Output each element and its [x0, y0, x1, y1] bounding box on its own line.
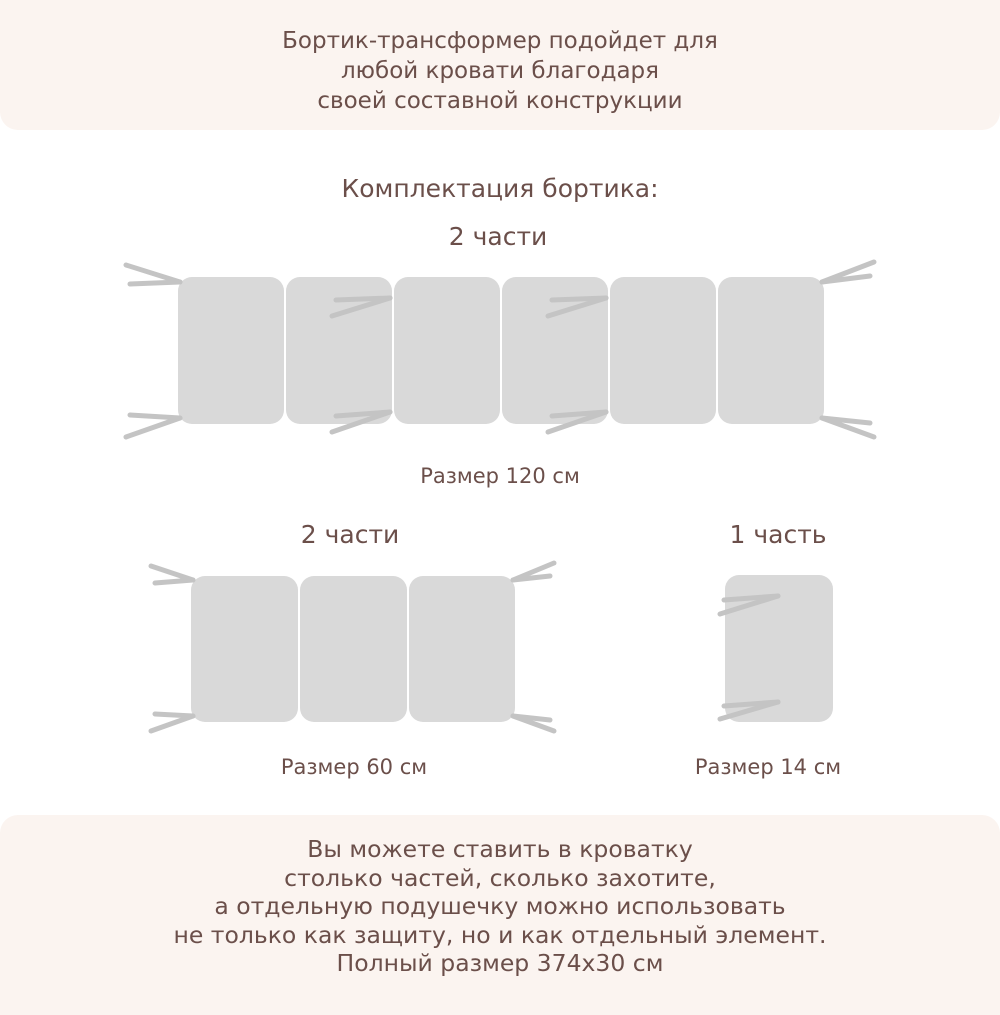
size-label-60: Размер 60 см: [280, 755, 428, 779]
bumper-panel: [409, 576, 515, 722]
bottom-banner-text: [0, 835, 1000, 978]
bumper-panel: [178, 277, 284, 424]
bottom-banner-line: столько частей, сколько захотите,: [284, 863, 716, 892]
top-banner-line: своей составной конструкции: [317, 88, 683, 114]
bottom-banner-line: Вы можете ставить в кроватку: [307, 835, 693, 863]
bottom-banner-line: Полный размер 374х30 см: [336, 949, 664, 977]
bumper-panel: [191, 576, 298, 722]
bumper-panel: [300, 576, 407, 722]
bumper-panel: [718, 277, 824, 424]
group-heading-14: 1 часть: [729, 520, 827, 549]
bumper-120: [126, 262, 874, 437]
bumper-14: [720, 575, 833, 722]
group-heading-120: 2 части: [448, 222, 548, 251]
group-heading-60: 2 части: [300, 520, 400, 549]
top-banner-line: Бортик-трансформер подойдет для: [282, 28, 718, 54]
bottom-banner-line: не только как защиту, но и как отдельный элемент.: [173, 920, 827, 949]
set-title: Комплектация бортика:: [341, 174, 659, 203]
size-label-120: Размер 120 см: [420, 464, 580, 488]
top-banner-line: любой кровати благодаря: [340, 58, 659, 84]
bottom-banner-line: а отдельную подушечку можно использовать: [214, 892, 786, 920]
bumper-panel: [610, 277, 716, 424]
bumper-panel: [394, 277, 500, 424]
bumper-60: [151, 563, 554, 731]
size-label-14: Размер 14 см: [694, 755, 842, 779]
bottom-banner: [0, 815, 1000, 1015]
